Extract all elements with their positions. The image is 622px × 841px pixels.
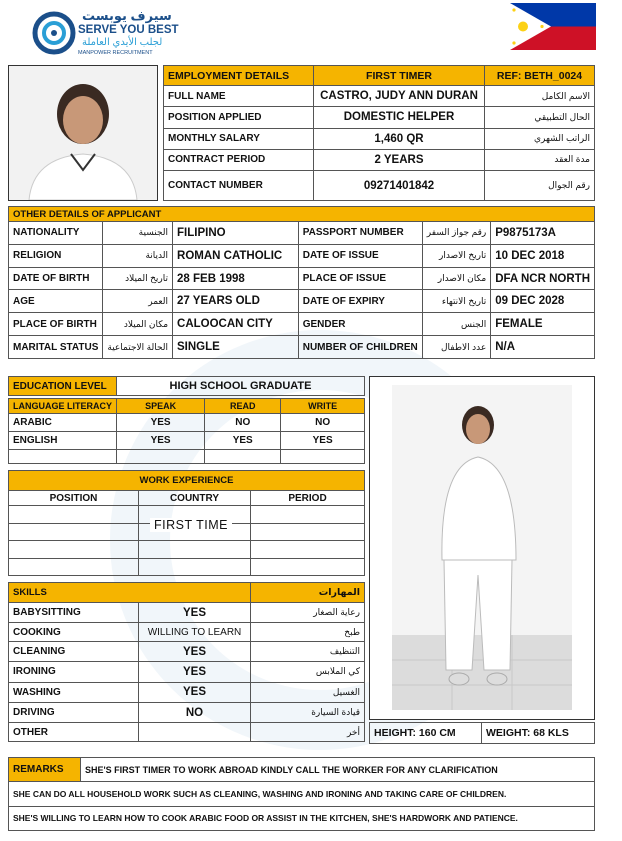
skill-row [9, 642, 365, 662]
dob-value: 28 FEB 1998 [173, 267, 299, 290]
expiry-value: 09 DEC 2028 [491, 290, 595, 313]
religion-label: RELIGION [9, 244, 103, 267]
skills-title-ar: المهارات [251, 583, 365, 603]
work-note: FIRST TIME [150, 518, 232, 532]
other-row [9, 313, 595, 336]
expiry-ar: تاريخ الانتهاء [422, 290, 491, 313]
agency-tag-en: MANPOWER RECRUITMENT [78, 50, 153, 56]
pob-value: CALOOCAN CITY [173, 313, 299, 336]
skill-row [9, 623, 365, 642]
skill-row [9, 603, 365, 623]
skill-value: YES [139, 642, 251, 662]
issue-date-label: DATE OF ISSUE [298, 244, 422, 267]
language-table [8, 398, 365, 464]
work-position-header: POSITION [9, 491, 139, 506]
gender-label: GENDER [298, 313, 422, 336]
height-value: HEIGHT: 160 CM [370, 723, 482, 744]
agency-tag-ar: لجلب الأيدي العاملة [82, 37, 163, 48]
children-label: NUMBER OF CHILDREN [298, 336, 422, 359]
employment-status: FIRST TIMER [314, 66, 485, 86]
employment-row [164, 171, 595, 201]
other-details-table [8, 206, 595, 359]
agency-name-ar: سيرف يوبست [82, 8, 172, 23]
nationality-label: NATIONALITY [9, 222, 103, 245]
issue-place-ar: مكان الاصدار [422, 267, 491, 290]
work-experience-table [8, 470, 365, 576]
age-ar: العمر [103, 290, 173, 313]
children-ar: عدد الاطفال [422, 336, 491, 359]
skill-label: WASHING [9, 682, 139, 702]
skill-value: YES [139, 682, 251, 702]
passport-ar: رقم جواز السفر [422, 222, 491, 245]
skill-row [9, 662, 365, 682]
other-row [9, 244, 595, 267]
skill-row [9, 723, 365, 742]
expiry-label: DATE OF EXPIRY [298, 290, 422, 313]
work-country-header: COUNTRY [139, 491, 251, 506]
language-row [9, 432, 365, 450]
skill-label: COOKING [9, 623, 139, 642]
gender-value: FEMALE [491, 313, 595, 336]
religion-value: ROMAN CATHOLIC [173, 244, 299, 267]
skill-row [9, 702, 365, 722]
dob-label: DATE OF BIRTH [9, 267, 103, 290]
remarks-line-2: SHE CAN DO ALL HOUSEHOLD WORK SUCH AS CLEANING, WASHING AND IRONING AND TAKING CARE OF CHILDREN. [9, 782, 595, 807]
contract-ar: مدة العقد [485, 149, 595, 170]
education-value: HIGH SCHOOL GRADUATE [117, 377, 365, 396]
skill-value: NO [139, 702, 251, 722]
skill-ar: أخر [251, 723, 365, 742]
contract-label: CONTRACT PERIOD [164, 149, 314, 170]
skill-ar: رعاية الصغار [251, 603, 365, 623]
read-header: READ [205, 399, 281, 414]
language-name: ARABIC [9, 414, 117, 432]
agency-name-en: SERVE YOU BEST [78, 24, 179, 36]
employment-details-table [163, 65, 595, 201]
language-read: YES [205, 432, 281, 450]
skill-label: DRIVING [9, 702, 139, 722]
contract-value: 2 YEARS [314, 149, 485, 170]
skill-value [139, 723, 251, 742]
logo-emblem-icon [32, 10, 76, 56]
skills-table [8, 582, 365, 742]
work-title: WORK EXPERIENCE [9, 471, 365, 491]
pob-ar: مكان الميلاد [103, 313, 173, 336]
issue-place-value: DFA NCR NORTH [491, 267, 595, 290]
other-row [9, 290, 595, 313]
employment-row [164, 107, 595, 128]
marital-label: MARITAL STATUS [9, 336, 103, 359]
salary-ar: الراتب الشهري [485, 128, 595, 149]
remarks-label: REMARKS [9, 758, 81, 782]
children-value: N/A [491, 336, 595, 359]
contact-value: 09271401842 [314, 171, 485, 201]
gender-ar: الجنس [422, 313, 491, 336]
skill-ar: قيادة السيارة [251, 702, 365, 722]
other-details-title: OTHER DETAILS OF APPLICANT [9, 207, 595, 222]
language-name: ENGLISH [9, 432, 117, 450]
skill-label: OTHER [9, 723, 139, 742]
philippine-flag-icon [510, 3, 596, 50]
nationality-value: FILIPINO [173, 222, 299, 245]
language-speak: YES [117, 414, 205, 432]
full-name-label: FULL NAME [164, 86, 314, 107]
pob-label: PLACE OF BIRTH [9, 313, 103, 336]
language-write: YES [281, 432, 365, 450]
position-ar: الحال التطبيقي [485, 107, 595, 128]
skill-row [9, 682, 365, 702]
skill-ar: طبخ [251, 623, 365, 642]
applicant-head-photo [8, 65, 158, 201]
employment-ref: REF: BETH_0024 [485, 66, 595, 86]
skill-label: CLEANING [9, 642, 139, 662]
issue-place-label: PLACE OF ISSUE [298, 267, 422, 290]
nationality-ar: الجنسية [103, 222, 173, 245]
contact-ar: رقم الجوال [485, 171, 595, 201]
language-row [9, 414, 365, 432]
education-table [8, 376, 365, 396]
remarks-line-1: SHE'S FIRST TIMER TO WORK ABROAD KINDLY CALL THE WORKER FOR ANY CLARIFICATION [81, 758, 595, 782]
other-row [9, 222, 595, 245]
other-row [9, 267, 595, 290]
applicant-full-body-photo [392, 385, 572, 710]
dob-ar: تاريخ الميلاد [103, 267, 173, 290]
agency-logo [32, 8, 192, 58]
speak-header: SPEAK [117, 399, 205, 414]
marital-ar: الحالة الاجتماعية [103, 336, 173, 359]
marital-value: SINGLE [173, 336, 299, 359]
other-row [9, 336, 595, 359]
employment-title: EMPLOYMENT DETAILS [164, 66, 314, 86]
passport-value: P9875173A [491, 222, 595, 245]
salary-value: 1,460 QR [314, 128, 485, 149]
contact-label: CONTACT NUMBER [164, 171, 314, 201]
write-header: WRITE [281, 399, 365, 414]
remarks-line-3: SHE'S WILLING TO LEARN HOW TO COOK ARABIC FOOD OR ASSIST IN THE KITCHEN, SHE'S HARDWORK AND PATIENCE. [9, 806, 595, 831]
language-title: LANGUAGE LITERACY [9, 399, 117, 414]
age-value: 27 YEARS OLD [173, 290, 299, 313]
full-body-photo-frame [369, 376, 595, 720]
language-write: NO [281, 414, 365, 432]
skill-ar: الغسيل [251, 682, 365, 702]
position-value: DOMESTIC HELPER [314, 107, 485, 128]
language-speak: YES [117, 432, 205, 450]
education-label: EDUCATION LEVEL [9, 377, 117, 396]
measurements-table [369, 722, 595, 744]
employment-row [164, 149, 595, 170]
issue-date-ar: تاريخ الاصدار [422, 244, 491, 267]
skill-ar: التنظيف [251, 642, 365, 662]
position-label: POSITION APPLIED [164, 107, 314, 128]
issue-date-value: 10 DEC 2018 [491, 244, 595, 267]
skill-label: IRONING [9, 662, 139, 682]
skills-title: SKILLS [9, 583, 251, 603]
skill-value: YES [139, 603, 251, 623]
skill-ar: كي الملابس [251, 662, 365, 682]
remarks-table [8, 757, 595, 831]
full-name-value: CASTRO, JUDY ANN DURAN [314, 86, 485, 107]
skill-label: BABYSITTING [9, 603, 139, 623]
skill-value: YES [139, 662, 251, 682]
employment-row [164, 86, 595, 107]
skill-value: WILLING TO LEARN [139, 623, 251, 642]
religion-ar: الديانة [103, 244, 173, 267]
age-label: AGE [9, 290, 103, 313]
employment-row [164, 128, 595, 149]
weight-value: WEIGHT: 68 KLS [482, 723, 595, 744]
full-name-ar: الاسم الكامل [485, 86, 595, 107]
language-read: NO [205, 414, 281, 432]
work-period-header: PERIOD [251, 491, 365, 506]
salary-label: MONTHLY SALARY [164, 128, 314, 149]
passport-label: PASSPORT NUMBER [298, 222, 422, 245]
